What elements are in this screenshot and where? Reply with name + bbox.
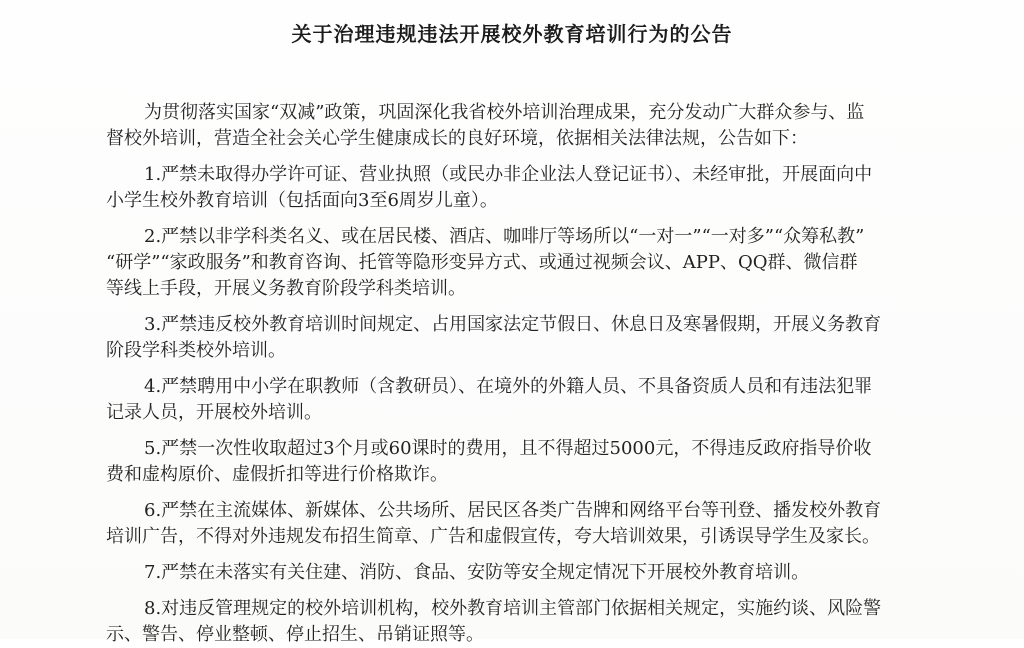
announcement-body xyxy=(106,100,954,648)
item-1-line-1: 1.严禁未取得办学许可证、营业执照（或民办非企业法人登记证书）、未经审批，开展面向中 xyxy=(144,164,873,185)
item-5-line-2: 费和虚构原价、虚假折扣等进行价格欺诈。 xyxy=(106,464,448,485)
intro-line-1: 为贯彻落实国家“双减”政策，巩固深化我省校外培训治理成果，充分发动广大群众参与、监 xyxy=(144,102,865,123)
item-2-line-3: 等线上手段，开展义务教育阶段学科类培训。 xyxy=(106,278,466,299)
item-2-line-1: 2.严禁以非学科类名义、或在居民楼、酒店、咖啡厅等场所以“一对一”“一对多”“众筹私教” xyxy=(144,226,865,247)
announcement-title: 关于治理违规违法开展校外教育培训行为的公告 xyxy=(291,22,733,46)
item-4-line-1: 4.严禁聘用中小学在职教师（含教研员）、在境外的外籍人员、不具备资质人员和有违法犯罪 xyxy=(144,376,873,397)
item-6-line-2: 培训广告，不得对外违规发布招生简章、广告和虚假宣传，夸大培训效果，引诱误导学生及家长。 xyxy=(106,526,880,547)
item-8-line-2: 示、警告、停业整顿、停止招生、吊销证照等。 xyxy=(106,624,484,645)
item-3-line-2: 阶段学科类校外培训。 xyxy=(106,340,286,361)
item-7-line-1: 7.严禁在未落实有关住建、消防、食品、安防等安全规定情况下开展校外教育培训。 xyxy=(144,562,810,583)
item-3-line-1: 3.严禁违反校外教育培训时间规定、占用国家法定节假日、休息日及寒暑假期，开展义务教育 xyxy=(144,314,882,335)
item-2-line-2: “研学”“家政服务”和教育咨询、托管等隐形变异方式、或通过视频会议、APP、QQ群、微信群 xyxy=(106,252,858,273)
item-1-line-2: 小学生校外教育培训（包括面向3至6周岁儿童）。 xyxy=(106,190,498,211)
item-6-line-1: 6.严禁在主流媒体、新媒体、公共场所、居民区各类广告牌和网络平台等刊登、播发校外教育 xyxy=(144,500,882,521)
item-5-line-1: 5.严禁一次性收取超过3个月或60课时的费用，且不得超过5000元，不得违反政府指导价收 xyxy=(144,438,872,459)
item-4-line-2: 记录人员，开展校外培训。 xyxy=(106,402,322,423)
intro-line-2: 督校外培训，营造全社会关心学生健康成长的良好环境，依据相关法律法规，公告如下： xyxy=(106,128,808,149)
item-8-line-1: 8.对违反管理规定的校外培训机构，校外教育培训主管部门依据相关规定，实施约谈、风险警 xyxy=(144,598,882,619)
